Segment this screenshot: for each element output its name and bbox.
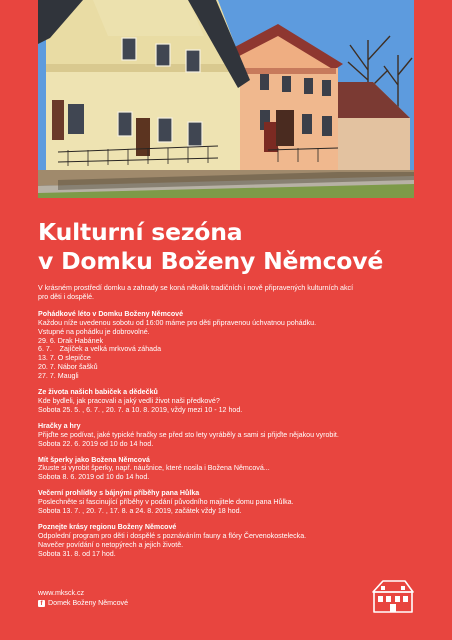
section-evening-tours bbox=[38, 489, 423, 516]
section-title: Večerní prohlídky s bájnými příběhy pana Hůlka bbox=[38, 489, 200, 498]
section-region-beauty bbox=[38, 523, 423, 559]
title-line-1: Kulturní sezóna bbox=[38, 218, 243, 246]
event-date-line: 13. 7. O slepičce bbox=[38, 354, 91, 363]
event-date-line: 27. 7. Maugli bbox=[38, 372, 79, 381]
intro-line: pro děti i dospělé. bbox=[38, 292, 94, 301]
section-line: Sobota 13. 7. , 20. 7. , 17. 8. a 24. 8. 2019, začátek vždy 18 hod. bbox=[38, 507, 242, 516]
section-title: Ze života našich babiček a dědečků bbox=[38, 388, 158, 397]
section-line: Každou níže uvedenou sobotu od 16:00 máme pro děti připravenou úchvatnou pohádku. bbox=[38, 318, 317, 327]
section-line: Sobota 25. 5. , 6. 7. , 20. 7. a 10. 8. 2019, vždy mezi 10 - 12 hod. bbox=[38, 405, 243, 414]
section-line: Sobota 8. 6. 2019 od 10 do 14 hod. bbox=[38, 473, 150, 482]
section-line: Sobota 22. 6. 2019 od 10 do 14 hod. bbox=[38, 439, 154, 448]
section-line: Kde bydleli, jak pracovali a jaký vedli život naši předkové? bbox=[38, 396, 220, 405]
section-toys-games bbox=[38, 422, 423, 449]
section-fairy-tale-summer bbox=[38, 310, 423, 381]
facebook-icon: f bbox=[38, 600, 45, 607]
section-line: Poslechněte si fascinující příběhy v podání původního majitele domu pana Hůlka. bbox=[38, 498, 294, 507]
house-logo-icon bbox=[371, 578, 415, 614]
section-line: Zkuste si vyrobit šperky, např. náušnice, které nosila i Božena Němcová... bbox=[38, 464, 270, 473]
facebook-link[interactable] bbox=[38, 598, 128, 608]
section-title: Pohádkové léto v Domku Boženy Němcové bbox=[38, 309, 184, 318]
section-title: Poznejte krásy regionu Boženy Němcové bbox=[38, 522, 177, 531]
event-date-line: 6. 7. Zajíček a velká mrkvová záhada bbox=[38, 345, 162, 354]
intro-text bbox=[38, 284, 423, 302]
section-jewelry bbox=[38, 456, 423, 483]
event-date-line: 20. 7. Nábor šašků bbox=[38, 363, 98, 372]
page-title bbox=[38, 218, 418, 276]
facebook-label: Domek Boženy Němcové bbox=[48, 599, 129, 607]
house-photo bbox=[38, 0, 414, 198]
section-line: Navečer povídání o netopýrech a jejich životě. bbox=[38, 540, 184, 549]
event-date-line: 29. 6. Drak Habánek bbox=[38, 336, 104, 345]
section-title: Hračky a hry bbox=[38, 421, 81, 430]
program-content bbox=[38, 284, 423, 566]
title-line-2: v Domku Boženy Němcové bbox=[38, 247, 384, 275]
website-link[interactable]: www.mksck.cz bbox=[38, 589, 85, 597]
section-line: Odpolední program pro děti i dospělé s poznáváním fauny a flóry Červenokostelecka. bbox=[38, 531, 307, 540]
footer bbox=[38, 588, 128, 608]
section-grandparents-life bbox=[38, 388, 423, 415]
section-title: Mít šperky jako Božena Němcová bbox=[38, 455, 150, 464]
intro-line: V krásném prostředí domku a zahrady se koná několik tradičních i nově připravených kulturních akcí bbox=[38, 284, 354, 292]
section-line: Přijďte se podívat, jaké typické hračky se před sto lety vyráběly a sami si přijďte nějakou vyrobit. bbox=[38, 430, 339, 439]
section-line: Vstupné na pohádku je dobrovolné. bbox=[38, 327, 150, 336]
section-line: Sobota 31. 8. od 17 hod. bbox=[38, 549, 116, 558]
